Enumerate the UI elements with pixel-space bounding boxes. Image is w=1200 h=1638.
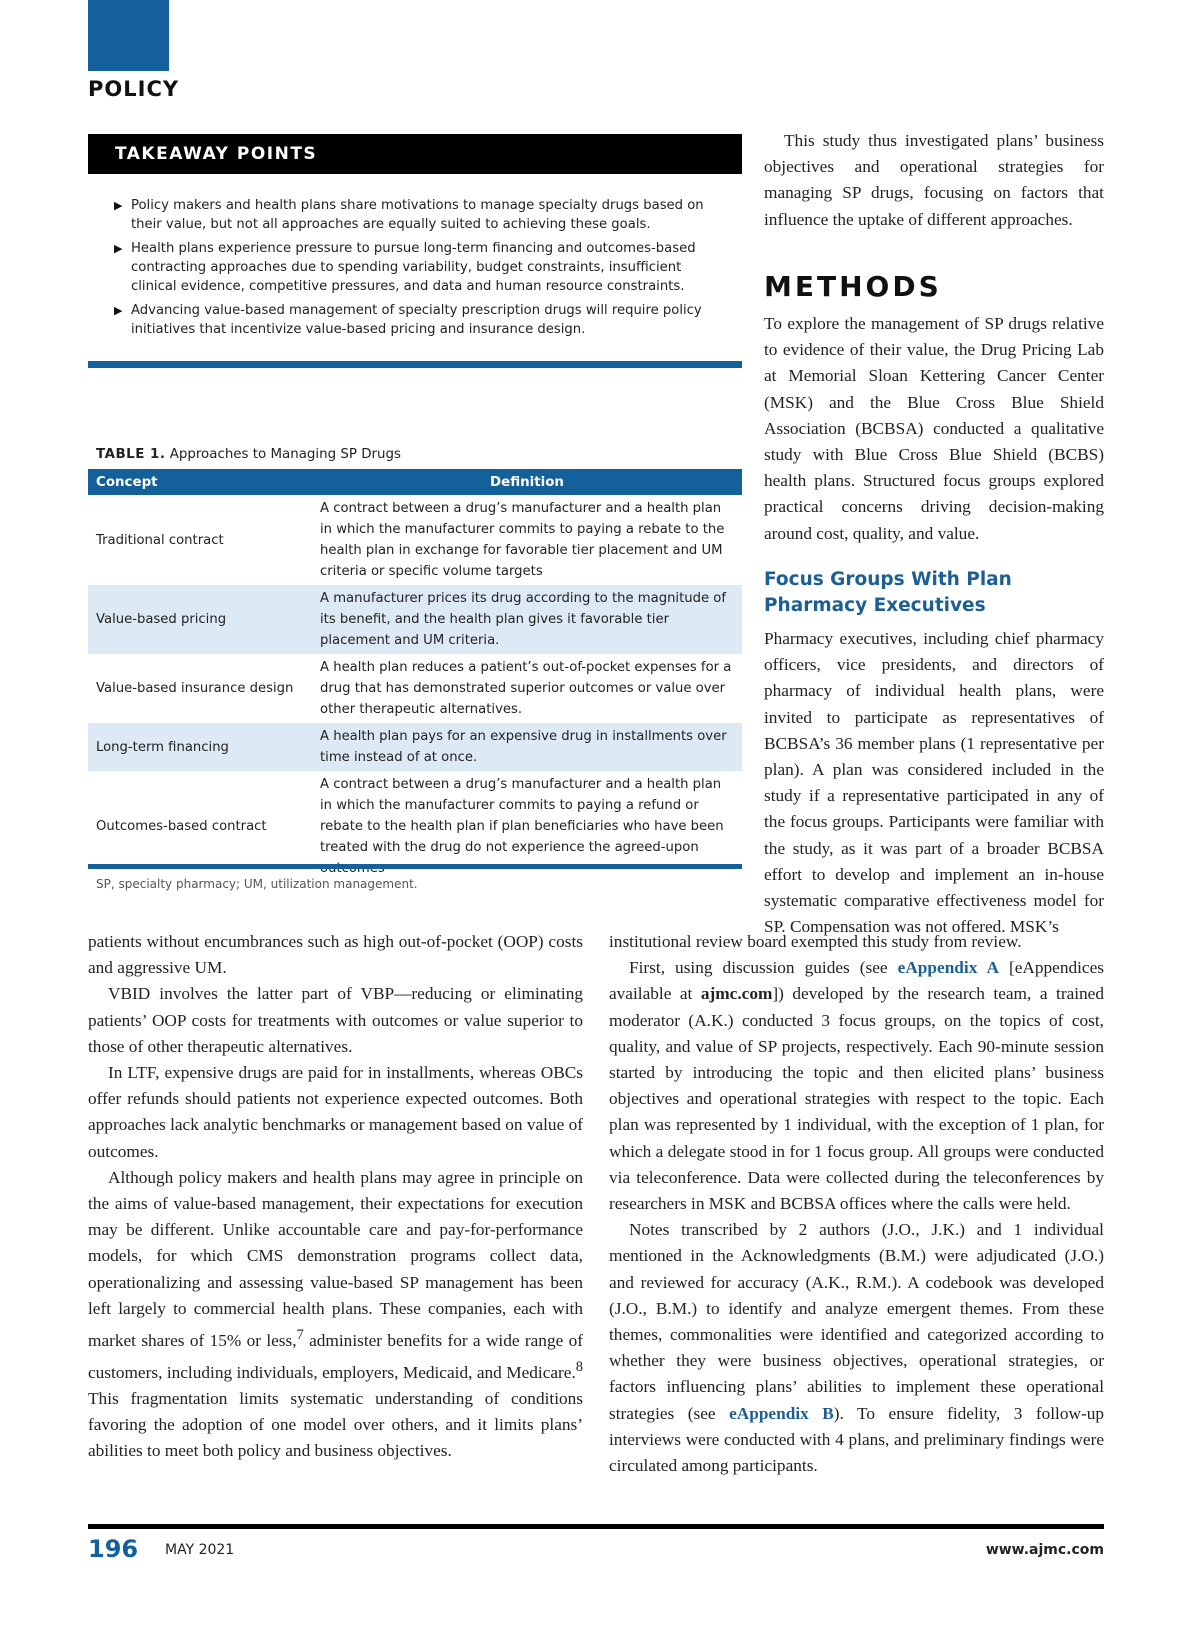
body-paragraph: First, using discussion guides (see eAppendix A [eAppendices available at ajmc.com]) developed by the research team, a trained moderator (A.K.) conducted 3 focus groups, on the topics of cost, quality, and value of SP projects, respectively. Each 90-minute session started by introducing the topic and then elicited plans’ business objectives and operational strategies with respect to the topic. Each plan was represented by 1 individual, with the exception of 1 plan, for which a delegate stood in for 1 focus group. All groups were conducted via teleconference. Data were collected during the teleconferences by researchers in MSK and BCBSA offices where the calls were held.: [609, 958, 1104, 1214]
triangle-right-icon: ▶: [114, 199, 123, 212]
concept-cell: Traditional contract: [96, 532, 224, 548]
definition-cell: A health plan pays for an expensive drug in installments over time instead of at once.: [312, 723, 742, 771]
takeaway-item: ▶ Health plans experience pressure to pursue long-term financing and outcomes-based contracting approaches due to spending variability, budget constraints, insufficient clinical evidence, competitive pressures, and data and human resource constraints.: [114, 241, 696, 294]
table-row: [88, 654, 742, 723]
reference-8: 8: [575, 1359, 583, 1376]
table-caption: TABLE 1. Approaches to Managing SP Drugs: [96, 447, 402, 462]
definition-cell: A contract between a drug’s manufacturer and a health plan in which the manufacturer commits to paying a refund or rebate to the health plan if plan beneficiaries who have been treated with the drug do not experience the agreed-upon: [320, 777, 724, 855]
section-label: POLICY: [88, 77, 180, 101]
body-paragraph: In LTF, expensive drugs are paid for in installments, whereas OBCs offer refunds should patients not experience expected outcomes. Both approaches lack analytic benchmarks or management based on value of outcomes.: [88, 1063, 583, 1161]
website-link[interactable]: www.ajmc.com: [985, 1542, 1104, 1558]
body-paragraph: Notes transcribed by 2 authors (J.O., J.K.) and 1 individual mentioned in the Acknowledgments (B.M.) were adjudicated (J.O.) and reviewed for accuracy (A.K., R.M.). A codebook was developed (J.O., B.M.) to identify and analyze emergent themes. From these themes, commonalities were identified and categorized according to whether they were business objectives, operational strategies, or factors influencing plans’ abilities to implement these operational strategies (see eAppendix B). To ensure fidelity, 3 follow-up interviews were conducted with 4 plans, and preliminary findings were circulated among participants.: [609, 1220, 1104, 1476]
methods-heading: METHODS: [764, 270, 942, 303]
eappendix-b-link[interactable]: eAppendix B: [729, 1403, 834, 1423]
concept-cell: Outcomes-based contract: [96, 819, 267, 834]
intro-paragraph: This study thus investigated plans’ business objectives and operational strategies for managing SP drugs, focusing on factors that influence the uptake of different approaches.: [764, 131, 1104, 229]
table-header-row: [88, 469, 742, 495]
table-row: [88, 585, 742, 654]
focus-groups-heading: Focus Groups With Plan Pharmacy Executives: [764, 569, 1012, 616]
body-paragraph: VBID involves the latter part of VBP—reducing or eliminating patients’ OOP costs for treatments with outcomes or value superior to those of other therapeutic alternatives.: [88, 984, 583, 1056]
takeaway-item: ▶ Advancing value-based management of specialty prescription drugs will require policy initiatives that incentivize value-based pricing and insurance design.: [114, 303, 702, 337]
issue-date: MAY 2021: [165, 1542, 235, 1558]
concept-cell: Long-term financing: [88, 723, 312, 771]
left-column: [88, 929, 583, 1465]
table-bottom-rule: [88, 864, 742, 869]
column-header-definition: Definition: [312, 469, 742, 495]
footer-rule: [88, 1524, 1104, 1529]
concept-cell: Value-based insurance design: [96, 681, 294, 696]
table-row: [88, 495, 742, 585]
eappendix-a-link[interactable]: eAppendix A: [897, 958, 999, 978]
reference-7: 7: [296, 1327, 304, 1344]
ajmc-site-link[interactable]: ajmc.com: [700, 984, 773, 1004]
definition-cell: A contract between a drug’s manufacturer and a health plan in which the manufacturer commits to paying a rebate to the health plan in exchange for favorable tier placement and UM criteria or specific volume targets: [320, 501, 725, 579]
triangle-right-icon: ▶: [114, 242, 123, 255]
body-paragraph: institutional review board exempted this study from review.: [609, 932, 1022, 951]
triangle-right-icon: ▶: [114, 304, 123, 317]
definition-cell: A health plan reduces a patient’s out-of-pocket expenses for a drug that has demonstrated superior outcomes or value over other therapeutic alternatives.: [320, 660, 732, 717]
page-number: 196: [88, 1535, 139, 1563]
focus-groups-paragraph: Pharmacy executives, including chief pharmacy officers, vice presidents, and directors of pharmacy of individual health plans, were invited to participate as representatives of BCBSA’s 36 member plans (1 representative per plan). A plan was considered included in the study if a representative participated in any of the focus groups. Participants were familiar with the study, as it was part of a broader BCBSA effort to develop and implement an in-house systematic comparative effectiveness model for SP. Compensation was not offered. MSK’s: [764, 629, 1104, 937]
table-row: [88, 723, 742, 771]
concept-cell: Value-based pricing: [88, 585, 312, 654]
takeaway-title: TAKEAWAY POINTS: [88, 134, 742, 174]
definition-cell: A manufacturer prices its drug according to the magnitude of its benefit, and the health plan gives it favorable tier placement and UM criteria.: [312, 585, 742, 654]
column-header-concept: Concept: [88, 469, 312, 495]
methods-paragraph: To explore the management of SP drugs relative to evidence of their value, the Drug Pricing Lab at Memorial Sloan Kettering Cancer Center (MSK) and the Blue Cross Blue Shield Association (BCBSA) conducted a qualitative study with Blue Cross Blue Shield (BCBS) health plans. Structured focus groups explored practical concerns driving decision-making around cost, quality, and value.: [764, 314, 1104, 543]
approaches-table: [88, 469, 742, 882]
takeaway-list: [112, 196, 722, 344]
body-paragraph: patients without encumbrances such as high out-of-pocket (OOP) costs and aggressive UM.: [88, 932, 583, 978]
body-paragraph: Although policy makers and health plans may agree in principle on the aims of value-based management, their expectations for execution may be different. Unlike accountable care and pay-for-performance models, for which CMS demonstration programs collect data, operationalizing and assessing value-based SP management has been left largely to commercial health plans. These companies, each with market shares of 15% or less,$^7$ administer benefits for a wide range of customers, including individuals, employers, Medicaid, and Medicare.$^8$ This fragmentation limits systematic understanding of conditions favoring the adoption of one model over others, and it limits plans’ abilities to meet both policy and business objectives.: [88, 1167, 583, 1461]
right-column: [609, 929, 1104, 1479]
takeaway-bottom-rule: [88, 361, 742, 368]
takeaway-item: ▶ Policy makers and health plans share motivations to manage specialty drugs based on their value, but not all approaches are equally suited to achieving these goals.: [114, 198, 704, 232]
header-color-block: [88, 0, 169, 71]
table-footnote: SP, specialty pharmacy; UM, utilization management.: [96, 877, 418, 891]
